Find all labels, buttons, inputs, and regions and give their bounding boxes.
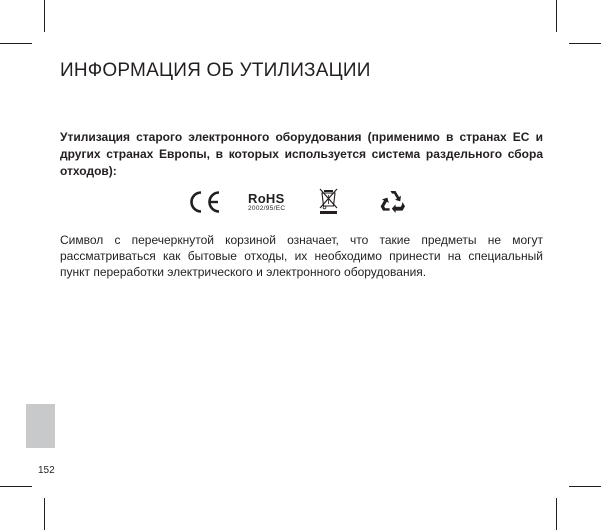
page-number: 152 xyxy=(38,465,55,476)
crossed-bin-icon xyxy=(318,186,340,216)
crop-mark xyxy=(556,498,557,530)
crop-mark xyxy=(569,486,601,487)
section-subheading: Утилизация старого электронного оборудования (применимо в странах ЕС и других странах Европы, в которых используется система раздельного сбора отходов): xyxy=(60,130,543,178)
crop-mark xyxy=(44,0,45,32)
recycle-icon xyxy=(380,189,406,213)
crop-mark xyxy=(0,43,32,44)
disposal-description: Символ с перечеркнутой корзиной означает, что такие предметы не могут рассматриваться как бытовые отходы, их необходимо принести на специальный пункт переработки электрического и электронного оборудования. xyxy=(60,233,543,279)
rohs-label: RoHS xyxy=(248,191,285,206)
compliance-symbols xyxy=(0,186,601,216)
crop-mark xyxy=(0,486,32,487)
rohs-directive: 2002/95/EC xyxy=(248,205,286,212)
ce-mark-icon xyxy=(186,190,222,214)
rohs-mark-icon xyxy=(248,193,285,213)
section-tab xyxy=(26,404,55,448)
crop-mark xyxy=(556,0,557,32)
page-title: ИНФОРМАЦИЯ ОБ УТИЛИЗАЦИИ xyxy=(60,60,371,81)
crop-mark xyxy=(569,43,601,44)
crop-mark xyxy=(44,498,45,530)
